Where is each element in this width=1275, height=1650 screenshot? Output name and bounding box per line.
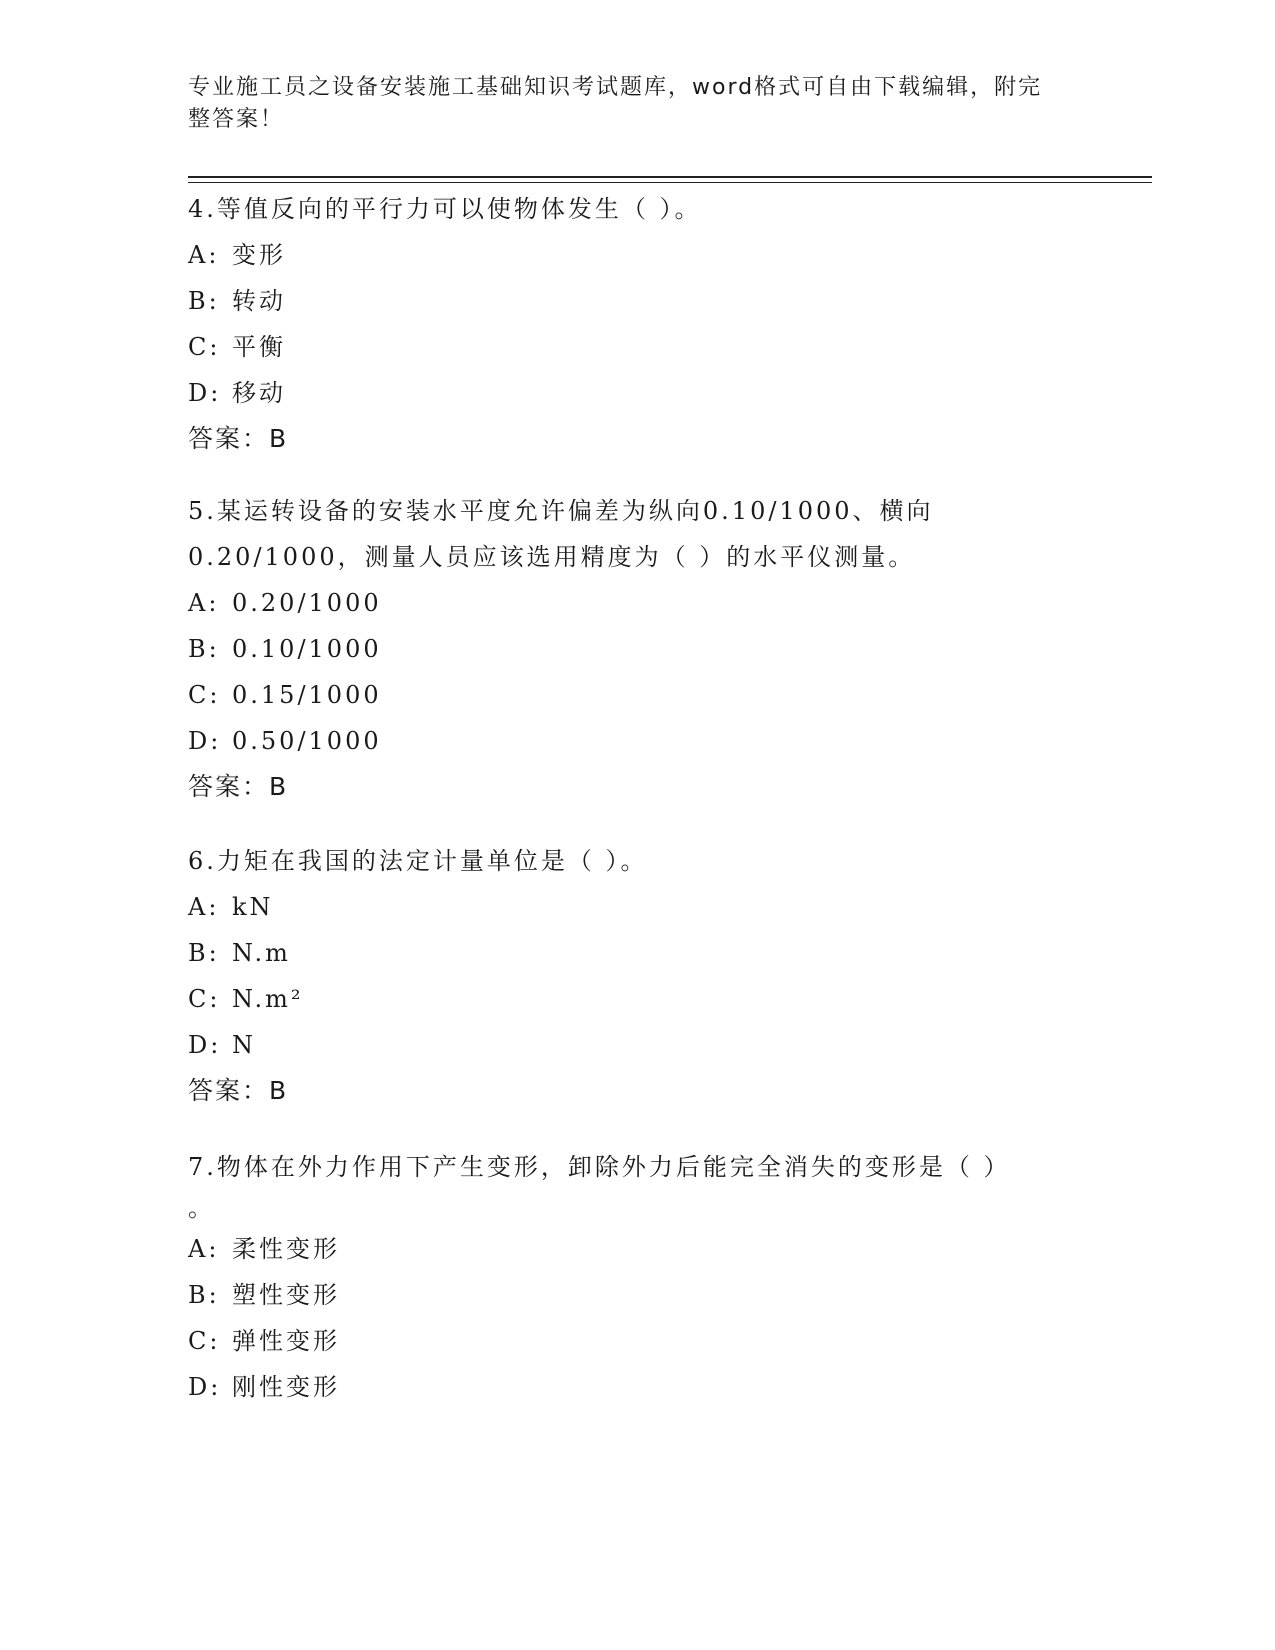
option-d: D: 刚性变形 <box>188 1373 340 1401</box>
option-b: B: 塑性变形 <box>188 1281 340 1309</box>
question-text-line-1: 5.某运转设备的安装水平度允许偏差为纵向0.10/1000、横向 <box>188 497 934 525</box>
option-c: C: 弹性变形 <box>188 1327 340 1355</box>
header-rule-thin <box>188 182 1152 183</box>
answer: 答案：B <box>188 1076 289 1105</box>
question-5 <box>188 488 1088 810</box>
option-a: A: kN <box>188 893 274 921</box>
option-d: D: N <box>188 1031 256 1059</box>
option-a: A: 柔性变形 <box>188 1235 340 1263</box>
option-a: A: 0.20/1000 <box>188 589 382 617</box>
option-c: C: 平衡 <box>188 333 286 361</box>
answer: 答案：B <box>188 772 289 801</box>
option-a: A: 变形 <box>188 241 286 269</box>
question-text: 4.等值反向的平行力可以使物体发生（ ）。 <box>188 195 702 223</box>
answer: 答案：B <box>188 424 289 453</box>
header-line-2: 整答案！ <box>188 107 285 132</box>
header-line-1: 专业施工员之设备安装施工基础知识考试题库，word格式可自由下载编辑，附完 <box>188 75 1043 100</box>
question-text-line-2: 0.20/1000，测量人员应该选用精度为（ ）的水平仪测量。 <box>188 543 916 571</box>
question-text-line-2: 。 <box>188 1194 215 1222</box>
question-text-line-1: 7.物体在外力作用下产生变形，卸除外力后能完全消失的变形是（ ） <box>188 1153 1011 1181</box>
option-c: C: 0.15/1000 <box>188 681 382 709</box>
option-b: B: N.m <box>188 939 291 967</box>
question-6 <box>188 838 1088 1114</box>
question-4 <box>188 186 1088 462</box>
option-b: B: 转动 <box>188 287 286 315</box>
option-c: C: N.m² <box>188 985 304 1013</box>
option-d: D: 0.50/1000 <box>188 727 382 755</box>
document-header <box>188 72 1068 136</box>
option-b: B: 0.10/1000 <box>188 635 382 663</box>
question-text: 6.力矩在我国的法定计量单位是（ ）。 <box>188 847 648 875</box>
header-rule-thick <box>188 176 1152 178</box>
question-7 <box>188 1144 1088 1410</box>
option-d: D: 移动 <box>188 379 286 407</box>
